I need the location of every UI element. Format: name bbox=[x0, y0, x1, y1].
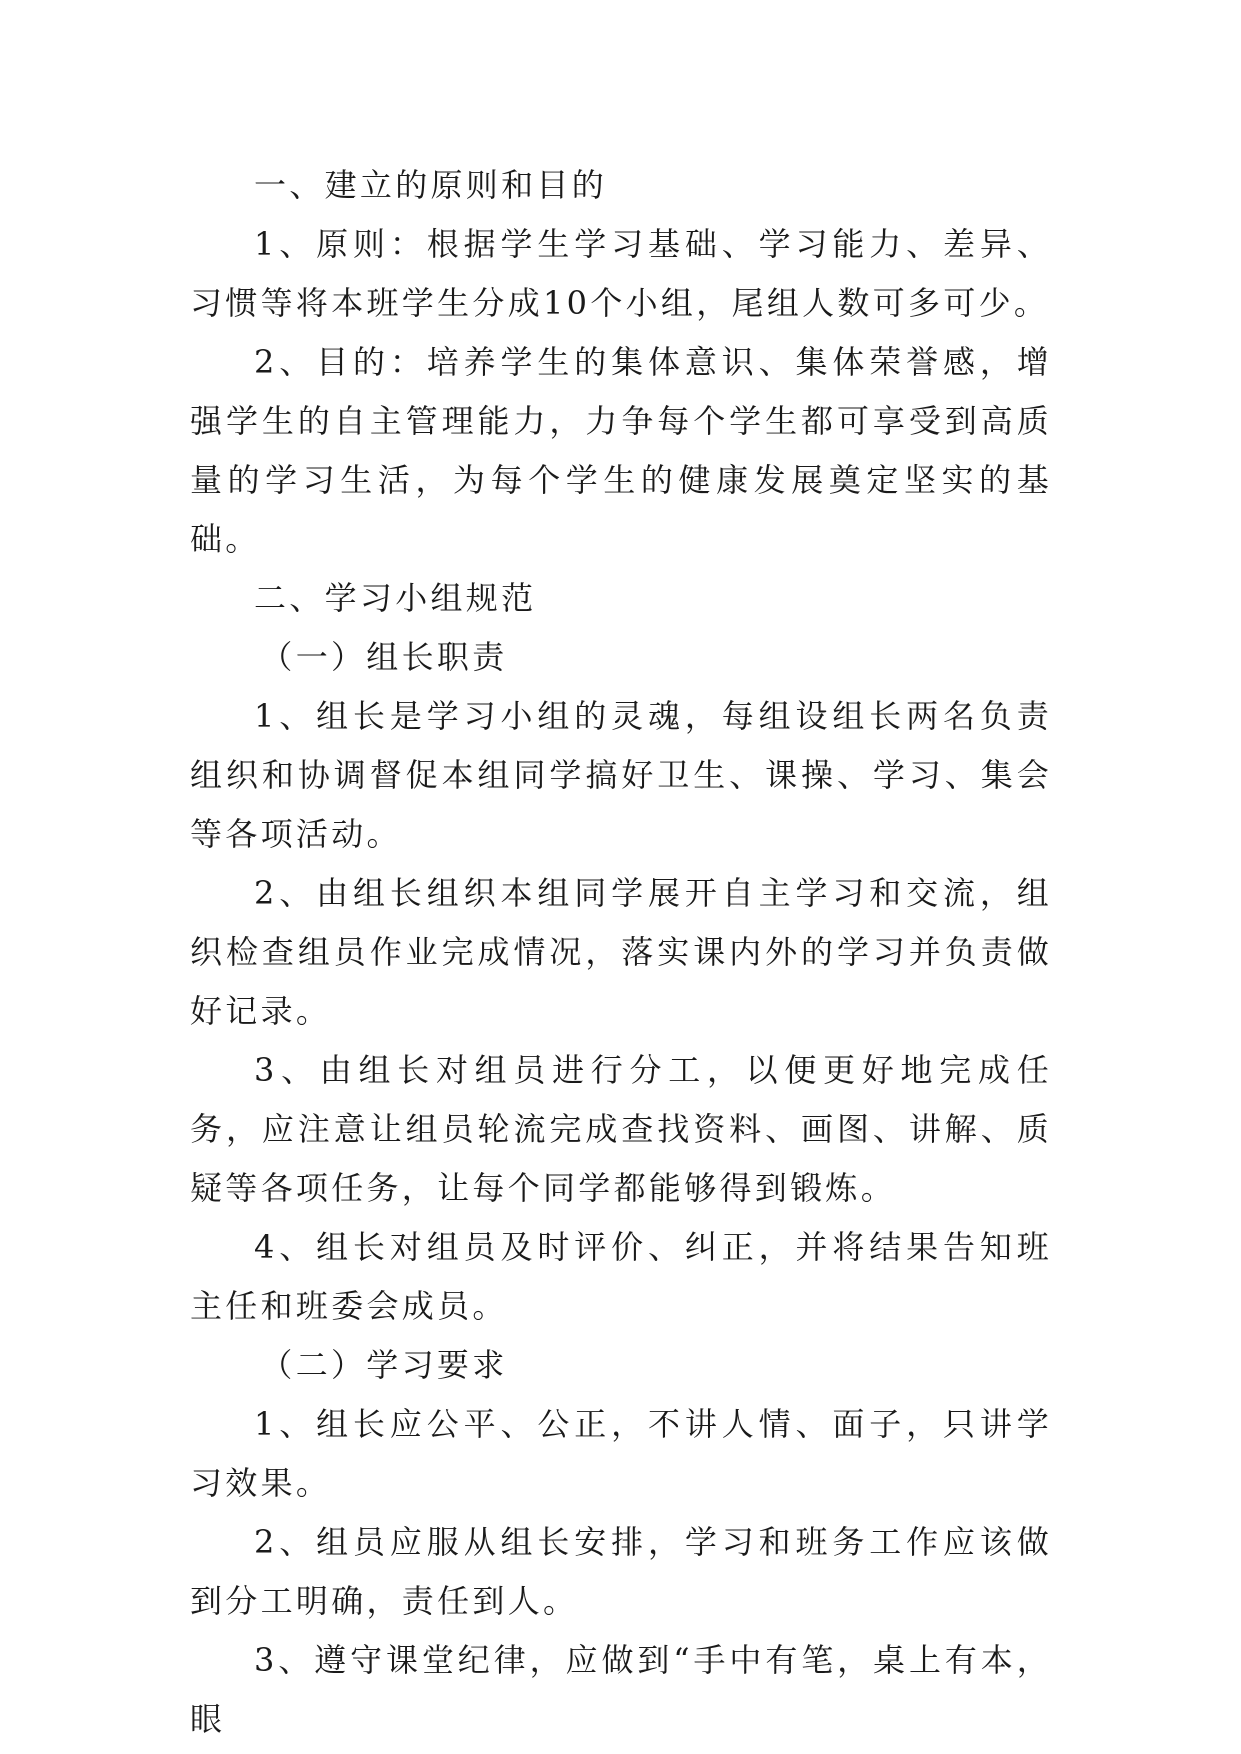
subsection-heading-study-requirements: （二）学习要求 bbox=[260, 1346, 508, 1384]
subsection-heading-leader-duties: （一）组长职责 bbox=[260, 638, 508, 676]
paragraph-leader-duty-3: 3、由组长对组员进行分工，以便更好地完成任务，应注意让组员轮流完成查找资料、画图、讲解、质疑等各项任务，让每个同学都能够得到锻炼。 bbox=[190, 1051, 1052, 1207]
paragraph-requirement-2: 2、组员应服从组长安排，学习和班务工作应该做到分工明确，责任到人。 bbox=[190, 1523, 1052, 1620]
paragraph-purpose: 2、目的：培养学生的集体意识、集体荣誉感，增强学生的自主管理能力，力争每个学生都可享受到高质量的学习生活，为每个学生的健康发展奠定坚实的基础。 bbox=[190, 343, 1052, 558]
paragraph-leader-duty-2: 2、由组长组织本组同学展开自主学习和交流，组织检查组员作业完成情况，落实课内外的学习并负责做好记录。 bbox=[190, 874, 1052, 1030]
paragraph-principle: 1、原则：根据学生学习基础、学习能力、差异、习惯等将本班学生分成10个小组，尾组人数可多可少。 bbox=[190, 225, 1052, 322]
document-body bbox=[190, 156, 1052, 1749]
section-heading-principles: 一、建立的原则和目的 bbox=[254, 166, 608, 204]
paragraph-leader-duty-4: 4、组长对组员及时评价、纠正，并将结果告知班主任和班委会成员。 bbox=[190, 1228, 1052, 1325]
section-heading-norms: 二、学习小组规范 bbox=[254, 579, 537, 617]
paragraph-leader-duty-1: 1、组长是学习小组的灵魂，每组设组长两名负责组织和协调督促本组同学搞好卫生、课操、学习、集会等各项活动。 bbox=[190, 697, 1052, 853]
paragraph-requirement-1: 1、组长应公平、公正，不讲人情、面子，只讲学习效果。 bbox=[190, 1405, 1052, 1502]
paragraph-requirement-3: 3、遵守课堂纪律，应做到“手中有笔，桌上有本，眼 bbox=[190, 1641, 1052, 1738]
